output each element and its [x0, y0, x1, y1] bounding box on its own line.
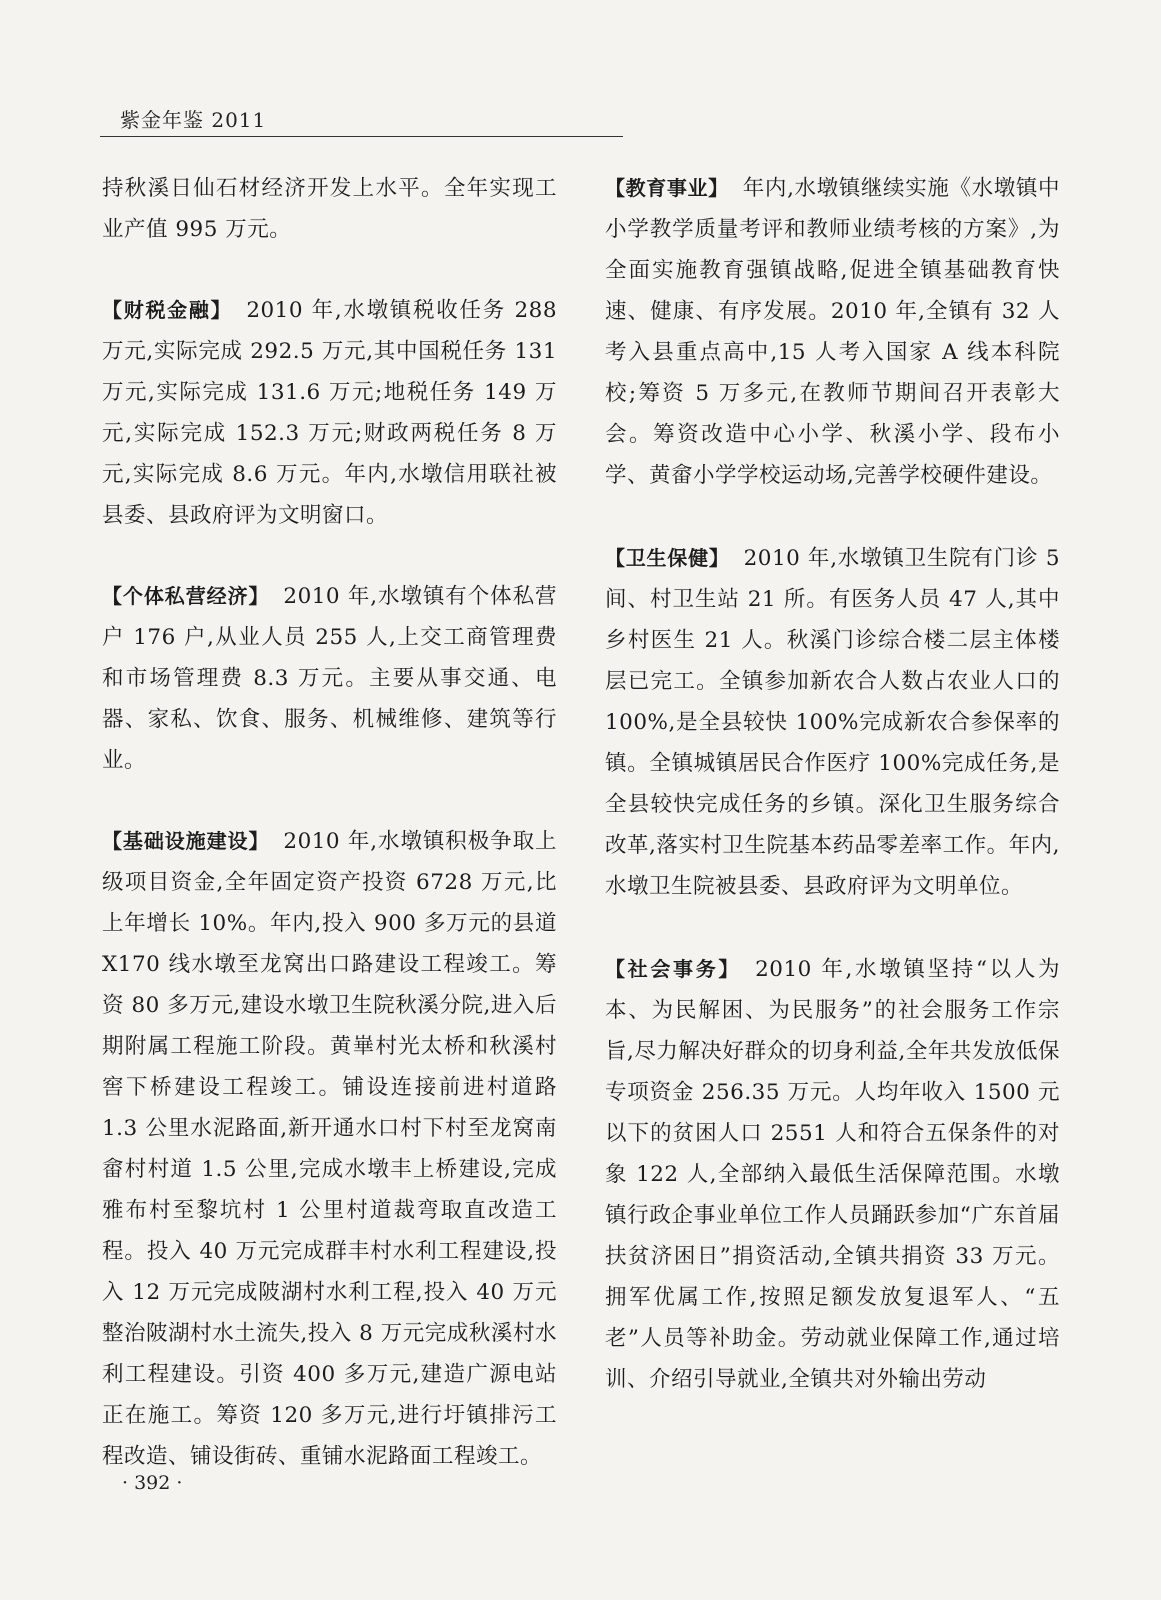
section-infrastructure	[102, 821, 557, 1477]
section-social-affairs	[605, 949, 1060, 1400]
section-heading: 【教育事业】	[605, 176, 729, 200]
right-column	[605, 168, 1060, 1442]
section-fiscal-finance	[102, 290, 557, 536]
paragraph-text: 2010 年,水墩镇有个体私营户 176 户,从业人员 255 人,上交工商管理费和市场管理费 8.3 万元。主要从事交通、电器、家私、饮食、服务、机械维修、建筑等行业。	[102, 584, 558, 773]
section-heading: 【卫生保健】	[605, 546, 730, 570]
header-rule	[100, 136, 623, 137]
paragraph-text: 持秋溪日仙石材经济开发上水平。全年实现工业产值 995 万元。	[102, 176, 557, 242]
section-education	[605, 168, 1060, 496]
section-heading: 【个体私营经济】	[102, 584, 270, 608]
paragraph-text: 2010 年,水墩镇积极争取上级项目资金,全年固定资产投资 6728 万元,比上年增长 10%。年内,投入 900 多万元的县道 X170 线水墩至龙窝出口路建设工程竣工。筹资 80 多万元,建设水墩卫生院秋溪分院,进入后期附属工程施工阶段。黄崋村光太桥和秋溪村窖下桥建设工程竣工。铺设连接前进村道路 1.3 公里水泥路面,新开通水口村下村至龙窝南畲村村道 1.5 公里,完成水墩丰上桥建设,完成雅布村至黎坑村 1 公里村道裁弯取直改造工程。投入 40 万元完成群丰村水利工程建设,投入 12 万元完成陂湖村水利工程,投入 40 万元整治陂湖村水土流失,投入 8 万元完成秋溪村水利工程建设。引资 400 多万元,建造广源电站正在施工。筹资 120 多万元,进行圩镇排污工程改造、铺设街砖、重铺水泥路面工程竣工。	[102, 829, 558, 1469]
left-column	[102, 168, 557, 1517]
paragraph-continued	[102, 168, 557, 250]
paragraph-text: 2010 年,水墩镇坚持“以人为本、为民解困、为民服务”的社会服务工作宗旨,尽力解决好群众的切身利益,全年共发放低保专项资金 256.35 万元。人均年收入 1500 元以下的贫困人口 2551 人和符合五保条件的对象 122 人,全部纳入最低生活保障范围。水墩镇行政企事业单位工作人员踊跃参加“广东首届扶贫济困日”捐资活动,全镇共捐资 33 万元。拥军优属工作,按照足额发放复退军人、“五老”人员等补助金。劳动就业保障工作,通过培训、介绍引导就业,全镇共对外输出劳动	[605, 957, 1060, 1392]
section-heading: 【社会事务】	[605, 957, 742, 981]
paragraph-text: 2010 年,水墩镇卫生院有门诊 5 间、村卫生站 21 所。有医务人员 47 人,其中乡村医生 21 人。秋溪门诊综合楼二层主体楼层已完工。全镇参加新农合人数占农业人口的 100%,是全县较快 100%完成新农合参保率的镇。全镇城镇居民合作医疗 100%完成任务,是全县较快完成任务的乡镇。深化卫生服务综合改革,落实村卫生院基本药品零差率工作。年内,水墩卫生院被县委、县政府评为文明单位。	[605, 546, 1060, 899]
section-heading: 【基础设施建设】	[102, 829, 270, 853]
section-health	[605, 538, 1060, 907]
paragraph-text: 2010 年,水墩镇税收任务 288 万元,实际完成 292.5 万元,其中国税任务 131 万元,实际完成 131.6 万元;地税任务 149 万元,实际完成 152.3 万元;财政两税任务 8 万元,实际完成 8.6 万元。年内,水墩信用联社被县委、县政府评为文明窗口。	[102, 298, 558, 528]
section-heading: 【财税金融】	[102, 298, 233, 322]
section-private-economy	[102, 576, 557, 781]
page-number: · 392 ·	[122, 1472, 183, 1494]
running-header: 紫金年鉴 2011	[120, 108, 267, 132]
paragraph-text: 年内,水墩镇继续实施《水墩镇中小学教学质量考评和教师业绩考核的方案》,为全面实施教育强镇战略,促进全镇基础教育快速、健康、有序发展。2010 年,全镇有 32 人考入县重点高中,15 人考入国家 A 线本科院校;筹资 5 万多元,在教师节期间召开表彰大会。筹资改造中心小学、秋溪小学、段布小学、黄畲小学学校运动场,完善学校硬件建设。	[605, 176, 1060, 488]
